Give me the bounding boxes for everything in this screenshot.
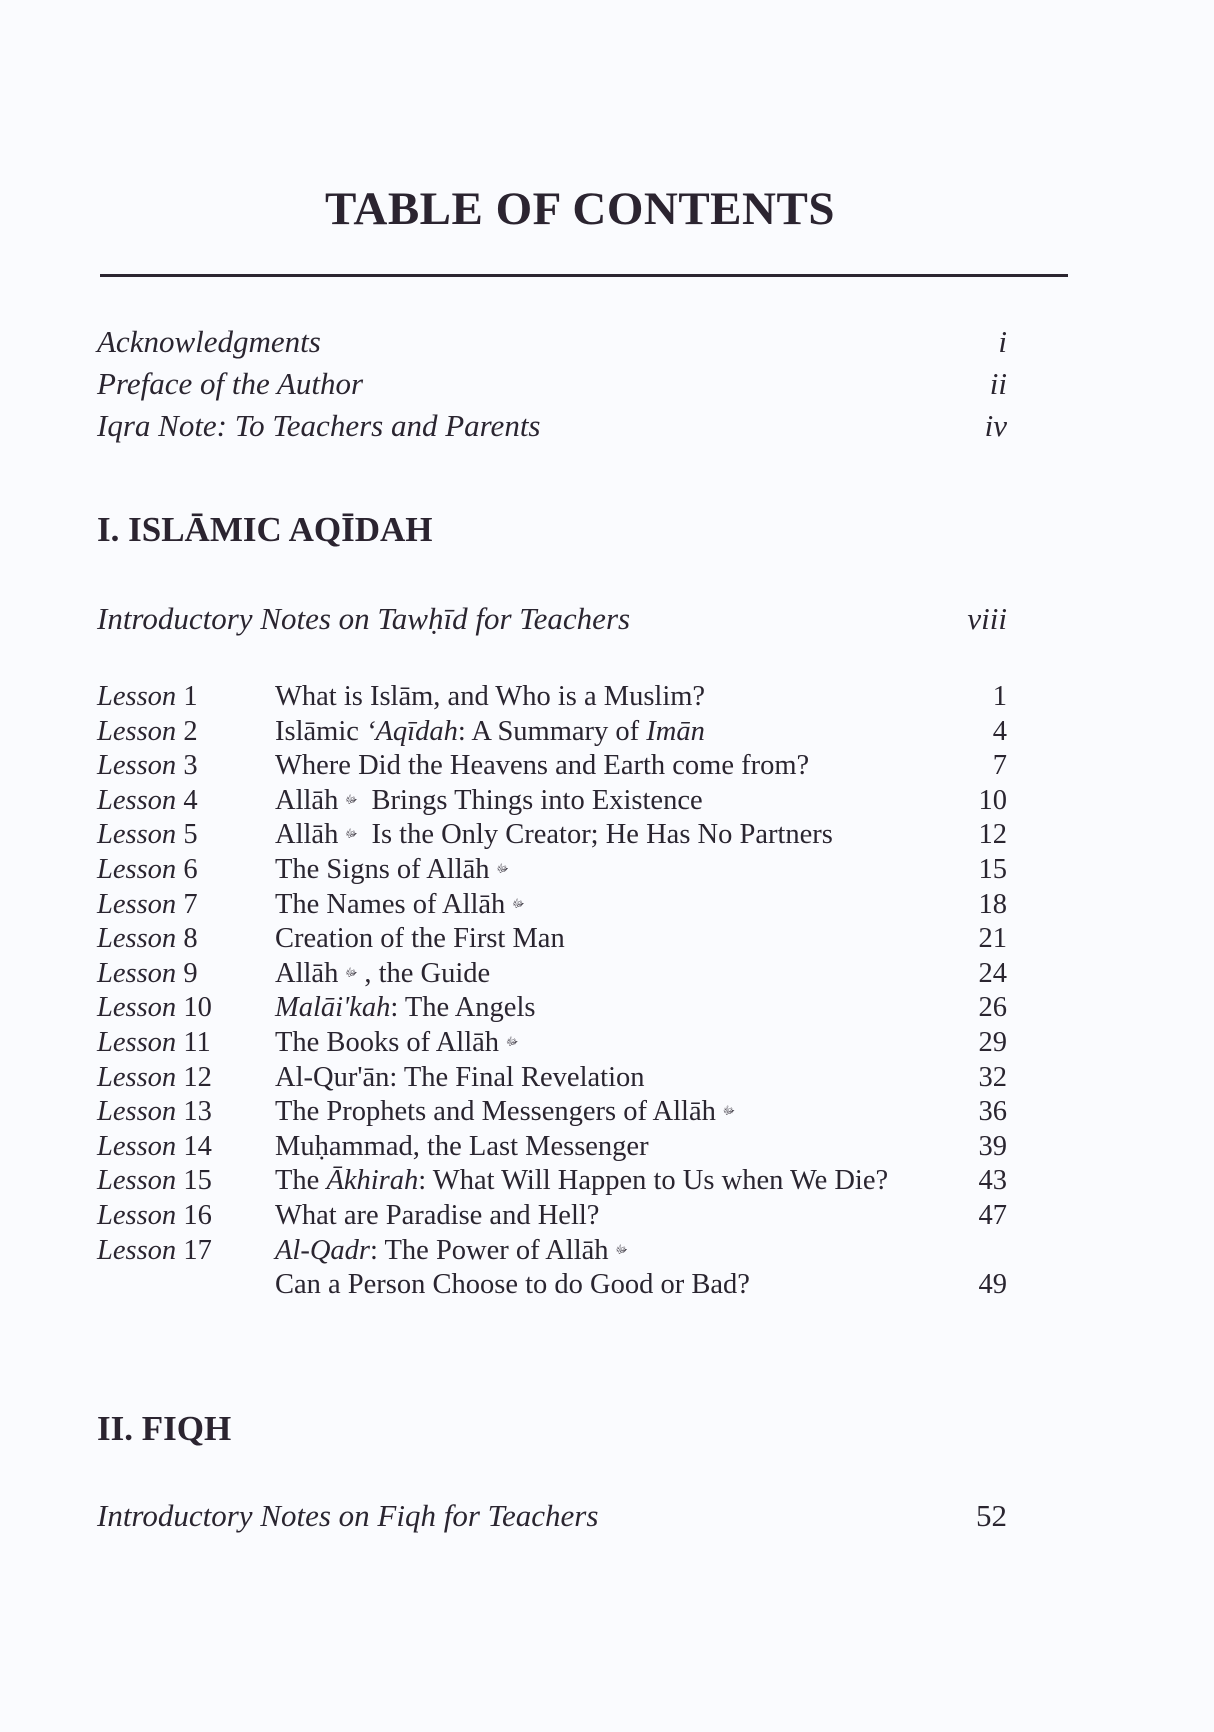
title-divider [100, 274, 1068, 277]
lesson-title-pre: Islāmic [275, 715, 367, 747]
lesson-title [275, 955, 490, 993]
entry-page: iv [984, 408, 1007, 443]
entry-label: Introductory Notes on Fiqh for Teachers [97, 1498, 599, 1533]
lesson-number [97, 1128, 212, 1166]
lesson-num: 11 [183, 1027, 211, 1058]
section-heading-aqidah[interactable]: I. ISLĀMIC AQĪDAH [97, 510, 433, 549]
lesson-word: Lesson [97, 923, 177, 955]
lesson-number [97, 1162, 212, 1200]
lesson-title-pre: Creation of the First Man [275, 923, 565, 955]
toc-entry-fiqh-notes[interactable] [97, 1496, 1007, 1536]
lesson-num: 13 [183, 1096, 212, 1128]
lesson-number [97, 1232, 212, 1270]
lesson-page: 15 [978, 854, 1007, 885]
lesson-title-em1: Ākhirah [326, 1165, 419, 1197]
entry-label: Preface of the Author [97, 366, 364, 401]
lesson-word: Lesson [97, 957, 177, 989]
lesson-word: Lesson [97, 888, 177, 920]
lesson-num: 1 [183, 681, 198, 712]
lesson-page: 43 [978, 1165, 1007, 1197]
entry-page: viii [967, 601, 1007, 636]
entry-page: 52 [976, 1498, 1007, 1533]
lesson-title-post: Is the Only Creator; He Has No Partners [364, 819, 833, 851]
lesson-num: 8 [183, 923, 198, 955]
lesson-word: Lesson [97, 1027, 177, 1058]
lesson-title-pre: The Prophets and Messengers of Allāh [275, 1096, 716, 1128]
lesson-title-em2: Imān [646, 715, 705, 747]
page-title: TABLE OF CONTENTS [325, 183, 835, 235]
lesson-title [275, 1197, 599, 1235]
lesson-num: 15 [183, 1165, 212, 1197]
lesson-title [275, 989, 535, 1027]
lesson-title [275, 713, 705, 751]
lesson-num: 4 [183, 784, 198, 816]
lesson-title-mid: : A Summary of [457, 715, 647, 747]
lesson-title-pre: Al-Qur'ān: The Final Revelation [275, 1061, 645, 1093]
lesson-title-pre: What are Paradise and Hell? [275, 1200, 600, 1231]
lesson-word: Lesson [97, 1061, 177, 1093]
lesson-title [275, 782, 703, 820]
lesson-word: Lesson [97, 1096, 177, 1128]
lesson-title-pre: The Books of Allāh [275, 1027, 500, 1058]
lesson-title-pre: What is Islām, and Who is a Muslim? [275, 681, 706, 712]
lesson-word: Lesson [97, 854, 177, 885]
lesson-page: 24 [978, 957, 1007, 989]
lesson-title-em1: Malāi'kah [275, 992, 391, 1024]
honorific-icon: ﷻ [345, 965, 358, 979]
lesson-num: 14 [183, 1130, 212, 1162]
lesson-page: 36 [978, 1096, 1007, 1128]
lesson-word: Lesson [97, 750, 177, 782]
lesson-page: 29 [978, 1027, 1007, 1058]
toc-entry-tawhid-notes[interactable] [97, 599, 1007, 639]
lesson-title-em1: Al-Qadr [275, 1234, 370, 1266]
lesson-num: 3 [183, 750, 198, 782]
lesson-title-pre: Where Did the Heavens and Earth come from? [275, 750, 810, 782]
lesson-row[interactable] [97, 920, 1007, 958]
lesson-number [97, 989, 212, 1027]
entry-page: i [998, 324, 1007, 359]
lesson-title-mid: : What Will Happen to Us when We Die? [418, 1165, 889, 1197]
lesson-word: Lesson [97, 1200, 177, 1231]
lesson-title [275, 1093, 742, 1131]
entry-label: Iqra Note: To Teachers and Parents [97, 408, 541, 443]
toc-entry-iqra-note[interactable] [97, 406, 1007, 446]
lesson-title [275, 886, 531, 924]
lesson-word: Lesson [97, 1165, 177, 1197]
lesson-number [97, 816, 198, 854]
lesson-word: Lesson [97, 784, 177, 816]
lesson-title [275, 816, 833, 854]
lesson-page: 7 [992, 750, 1007, 782]
lesson-num: 2 [183, 715, 198, 747]
lesson-word: Lesson [97, 715, 177, 747]
lesson-page: 26 [978, 992, 1007, 1024]
lesson-num: 7 [183, 888, 198, 920]
lesson-title-post: , the Guide [364, 957, 491, 989]
lesson-num: 9 [183, 957, 198, 989]
lesson-number [97, 851, 198, 889]
lesson-title [275, 1232, 635, 1270]
lesson-title-post: Brings Things into Existence [364, 784, 703, 816]
lesson-row[interactable] [97, 1059, 1007, 1097]
lesson-title [275, 1128, 649, 1166]
lesson-number [97, 955, 198, 993]
lesson-number [97, 886, 198, 924]
lesson-num: 6 [183, 854, 198, 885]
honorific-icon: ﷻ [505, 1034, 519, 1048]
lesson-page: 47 [978, 1200, 1007, 1231]
lesson-number [97, 678, 198, 716]
lesson-row[interactable] [97, 1197, 1007, 1235]
lesson-row[interactable] [97, 886, 1007, 924]
honorific-icon: ﷻ [345, 827, 358, 841]
lesson-word: Lesson [97, 1130, 177, 1162]
lesson-row[interactable] [97, 747, 1007, 785]
lesson-page: 49 [978, 1269, 1007, 1301]
lesson-title [275, 851, 516, 889]
lesson-title-pre: Allāh [275, 819, 339, 851]
lesson-number [97, 1059, 212, 1097]
lesson-title-pre: The [275, 1165, 327, 1197]
lesson-row[interactable] [97, 989, 1007, 1027]
toc-entry-preface[interactable] [97, 364, 1007, 404]
lesson-word: Lesson [97, 992, 177, 1024]
lesson-row-continuation[interactable] [97, 1266, 1007, 1304]
lesson-title [275, 747, 809, 785]
lesson-title-pre: Allāh [275, 784, 339, 816]
lesson-page: 32 [978, 1061, 1007, 1093]
lesson-number [97, 920, 198, 958]
lesson-row[interactable] [97, 678, 1007, 716]
lesson-num: 12 [183, 1061, 212, 1093]
lesson-title-pre: The Names of Allāh [275, 888, 506, 920]
lesson-page: 1 [992, 681, 1007, 712]
lesson-row[interactable] [97, 1128, 1007, 1166]
lesson-title-line2: Can a Person Choose to do Good or Bad? [275, 1269, 750, 1301]
lesson-num: 10 [183, 992, 212, 1024]
lesson-title-pre: Allāh [275, 957, 339, 989]
lesson-row[interactable] [97, 1162, 1007, 1200]
lesson-num: 5 [183, 819, 198, 851]
lesson-number [97, 1024, 211, 1062]
section-heading-fiqh[interactable]: II. FIQH [97, 1409, 232, 1448]
lesson-row[interactable] [97, 1024, 1007, 1062]
entry-label: Introductory Notes on Tawḥīd for Teachers [97, 601, 631, 636]
lesson-number [97, 747, 198, 785]
honorific-icon: ﷻ [496, 861, 509, 875]
lesson-page: 18 [978, 888, 1007, 920]
honorific-icon: ﷻ [722, 1104, 736, 1118]
lesson-title-mid: : The Angels [390, 992, 536, 1024]
lesson-num: 17 [183, 1234, 212, 1266]
lesson-page: 12 [978, 819, 1007, 851]
lesson-word: Lesson [97, 681, 177, 712]
lesson-word: Lesson [97, 1234, 177, 1266]
lesson-row[interactable] [97, 955, 1007, 993]
lesson-title [275, 678, 705, 716]
lesson-num: 16 [183, 1200, 212, 1231]
lesson-page: 39 [978, 1130, 1007, 1162]
entry-page: ii [989, 366, 1007, 401]
lesson-row[interactable] [97, 782, 1007, 820]
lesson-page: 21 [978, 923, 1007, 955]
lesson-row[interactable] [97, 713, 1007, 751]
lesson-title [275, 1024, 525, 1062]
lesson-title-mid: : The Power of Allāh [370, 1234, 609, 1266]
lesson-title-pre: Muḥammad, the Last Messenger [275, 1130, 649, 1162]
toc-entry-acknowledgments[interactable] [97, 322, 1007, 362]
lesson-word: Lesson [97, 819, 177, 851]
lesson-title-em1: ‘Aqīdah [366, 715, 458, 747]
lesson-number [97, 1093, 212, 1131]
lesson-row[interactable] [97, 1093, 1007, 1131]
lesson-title [275, 1162, 888, 1200]
honorific-icon: ﷻ [615, 1242, 628, 1256]
lesson-row[interactable] [97, 1232, 1007, 1270]
entry-label: Acknowledgments [97, 324, 321, 359]
lesson-title [275, 1059, 644, 1097]
lesson-title [275, 920, 565, 958]
lesson-page: 4 [992, 715, 1007, 747]
lesson-row[interactable] [97, 816, 1007, 854]
lesson-page: 10 [978, 784, 1007, 816]
lesson-number [97, 1197, 212, 1235]
honorific-icon: ﷻ [345, 792, 358, 806]
lesson-title-pre: The Signs of Allāh [275, 854, 490, 885]
honorific-icon: ﷻ [512, 896, 525, 910]
lesson-number [97, 782, 198, 820]
lesson-row[interactable] [97, 851, 1007, 889]
lesson-number [97, 713, 198, 751]
